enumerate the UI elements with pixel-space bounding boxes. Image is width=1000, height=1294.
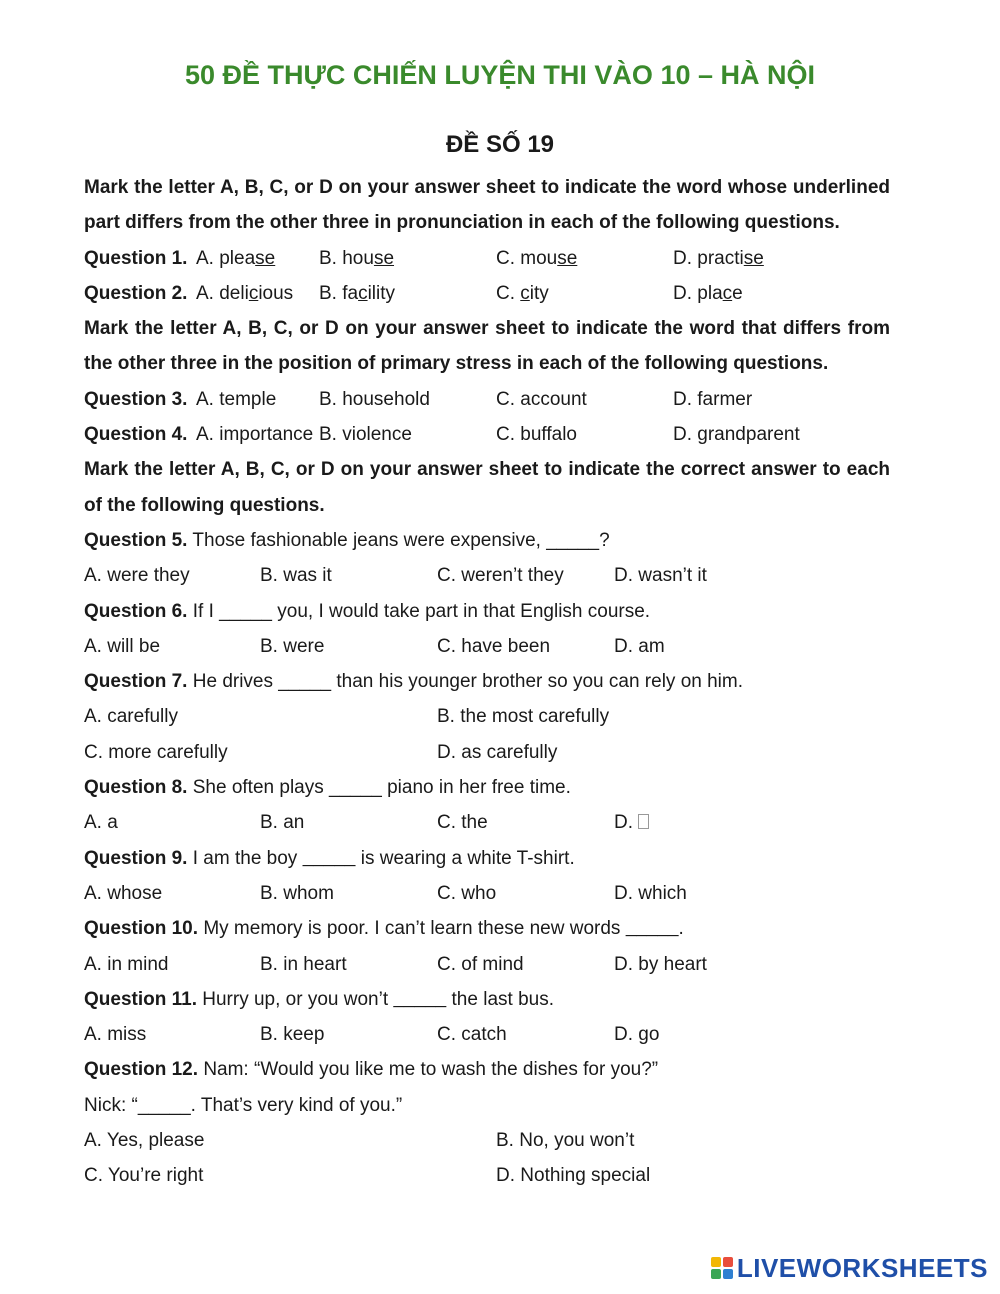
option-c[interactable]: C. who	[437, 882, 497, 904]
option-c[interactable]: C. weren’t they	[437, 565, 564, 587]
question-7	[84, 664, 890, 699]
option-d[interactable]: D. go	[614, 1024, 660, 1046]
option-a[interactable]: A. please	[196, 247, 276, 269]
question-label: Question 2.	[84, 282, 188, 304]
option-a[interactable]: A. delicious	[196, 282, 294, 304]
question-6-options	[84, 629, 890, 664]
question-7-options-row2	[84, 735, 890, 770]
question-stem: Hurry up, or you won’t _____ the last bus.	[202, 988, 554, 1010]
option-b[interactable]: B. facility	[319, 282, 396, 304]
option-d[interactable]: D. practise	[673, 247, 764, 269]
question-12-options-row2	[84, 1158, 890, 1193]
question-stem: Nam: “Would you like me to wash the dishes for you?”	[203, 1059, 659, 1081]
question-6	[84, 594, 890, 629]
option-d[interactable]: D. by heart	[614, 953, 707, 975]
question-10	[84, 911, 890, 946]
question-12-reply: Nick: “_____. That’s very kind of you.”	[84, 1094, 403, 1116]
option-b[interactable]: B. household	[319, 388, 430, 410]
question-label: Question 5.	[84, 529, 188, 551]
question-11-options	[84, 1017, 890, 1052]
worksheet-body	[84, 170, 890, 1194]
option-b[interactable]: B. was it	[260, 565, 332, 587]
section-instruction-correct-answer: Mark the letter A, B, C, or D on your answer sheet to indicate the correct answer to each of the following questions.	[84, 459, 890, 516]
question-stem: Those fashionable jeans were expensive, _____?	[192, 529, 610, 551]
option-c[interactable]: C. You’re right	[84, 1165, 204, 1187]
question-8	[84, 770, 890, 805]
option-b[interactable]: B. keep	[260, 1024, 325, 1046]
question-stem: I am the boy _____ is wearing a white T-shirt.	[192, 847, 575, 869]
question-label: Question 11.	[84, 988, 197, 1010]
question-3	[84, 382, 890, 417]
question-2	[84, 276, 890, 311]
logo-text: LIVEWORKSHEETS	[736, 1252, 988, 1283]
option-c[interactable]: C. have been	[437, 635, 551, 657]
question-label: Question 3.	[84, 388, 188, 410]
option-d[interactable]: D. which	[614, 882, 687, 904]
option-a[interactable]: A. a	[84, 812, 118, 834]
question-label: Question 9.	[84, 847, 188, 869]
option-b[interactable]: B. No, you won’t	[496, 1130, 635, 1152]
option-d[interactable]: D. as carefully	[437, 741, 558, 763]
option-c[interactable]: C. of mind	[437, 953, 524, 975]
question-5	[84, 523, 890, 558]
question-9-options	[84, 876, 890, 911]
option-a[interactable]: A. Yes, please	[84, 1130, 205, 1152]
option-b[interactable]: B. an	[260, 812, 305, 834]
option-d[interactable]: D.	[614, 805, 649, 840]
question-7-options-row1	[84, 699, 890, 734]
option-a[interactable]: A. will be	[84, 635, 161, 657]
question-4	[84, 417, 890, 452]
option-a[interactable]: A. temple	[196, 388, 277, 410]
option-c[interactable]: C. catch	[437, 1024, 507, 1046]
option-c[interactable]: C. mouse	[496, 247, 578, 269]
question-5-options	[84, 558, 890, 593]
option-a[interactable]: A. importance	[196, 424, 314, 446]
option-d[interactable]: D. grandparent	[673, 424, 800, 446]
page-title: 50 ĐỀ THỰC CHIẾN LUYỆN THI VÀO 10 – HÀ NỘI	[184, 60, 815, 90]
question-stem: She often plays _____ piano in her free time.	[192, 777, 571, 799]
question-stem: My memory is poor. I can’t learn these new words _____.	[203, 918, 684, 940]
option-d[interactable]: D. am	[614, 635, 665, 657]
option-b[interactable]: B. were	[260, 635, 325, 657]
option-d[interactable]: D. wasn’t it	[614, 565, 707, 587]
option-b[interactable]: B. whom	[260, 882, 334, 904]
question-label: Question 10.	[84, 918, 199, 940]
option-d[interactable]: D. farmer	[673, 388, 753, 410]
option-a[interactable]: A. whose	[84, 882, 163, 904]
option-b[interactable]: B. violence	[319, 424, 412, 446]
question-label: Question 8.	[84, 777, 188, 799]
option-a[interactable]: A. were they	[84, 565, 190, 587]
option-b[interactable]: B. the most carefully	[437, 706, 610, 728]
question-1	[84, 241, 890, 276]
missing-glyph-icon	[638, 814, 649, 829]
question-stem: If I _____ you, I would take part in that English course.	[192, 600, 651, 622]
question-stem: He drives _____ than his younger brother so you can rely on him.	[192, 671, 744, 693]
question-label: Question 4.	[84, 424, 188, 446]
question-12	[84, 1052, 890, 1087]
option-b[interactable]: B. in heart	[260, 953, 347, 975]
question-11	[84, 982, 890, 1017]
option-c[interactable]: C. city	[496, 282, 549, 304]
option-b[interactable]: B. house	[319, 247, 395, 269]
test-number: ĐỀ SỐ 19	[445, 131, 555, 158]
question-label: Question 1.	[84, 247, 188, 269]
option-c[interactable]: C. account	[496, 388, 587, 410]
question-9	[84, 841, 890, 876]
question-label: Question 7.	[84, 671, 188, 693]
option-c[interactable]: C. buffalo	[496, 424, 577, 446]
option-c[interactable]: C. the	[437, 812, 488, 834]
question-12-options-row1	[84, 1123, 890, 1158]
question-10-options	[84, 947, 890, 982]
question-label: Question 6.	[84, 600, 188, 622]
option-d[interactable]: D. Nothing special	[496, 1165, 651, 1187]
liveworksheets-logo[interactable]	[711, 1254, 988, 1282]
question-8-options	[84, 805, 890, 840]
option-d[interactable]: D. place	[673, 282, 743, 304]
option-a[interactable]: A. carefully	[84, 706, 178, 728]
logo-mark-icon	[711, 1257, 733, 1279]
option-a[interactable]: A. miss	[84, 1024, 147, 1046]
section-instruction-stress: Mark the letter A, B, C, or D on your answer sheet to indicate the word that differs from the other three in the position of primary stress in each of the following questions.	[84, 318, 890, 375]
question-label: Question 12.	[84, 1059, 199, 1081]
option-a[interactable]: A. in mind	[84, 953, 169, 975]
section-instruction-pronunciation: Mark the letter A, B, C, or D on your answer sheet to indicate the word whose underlined part differs from the other three in pronunciation in each of the following questions.	[84, 177, 890, 234]
option-c[interactable]: C. more carefully	[84, 741, 228, 763]
